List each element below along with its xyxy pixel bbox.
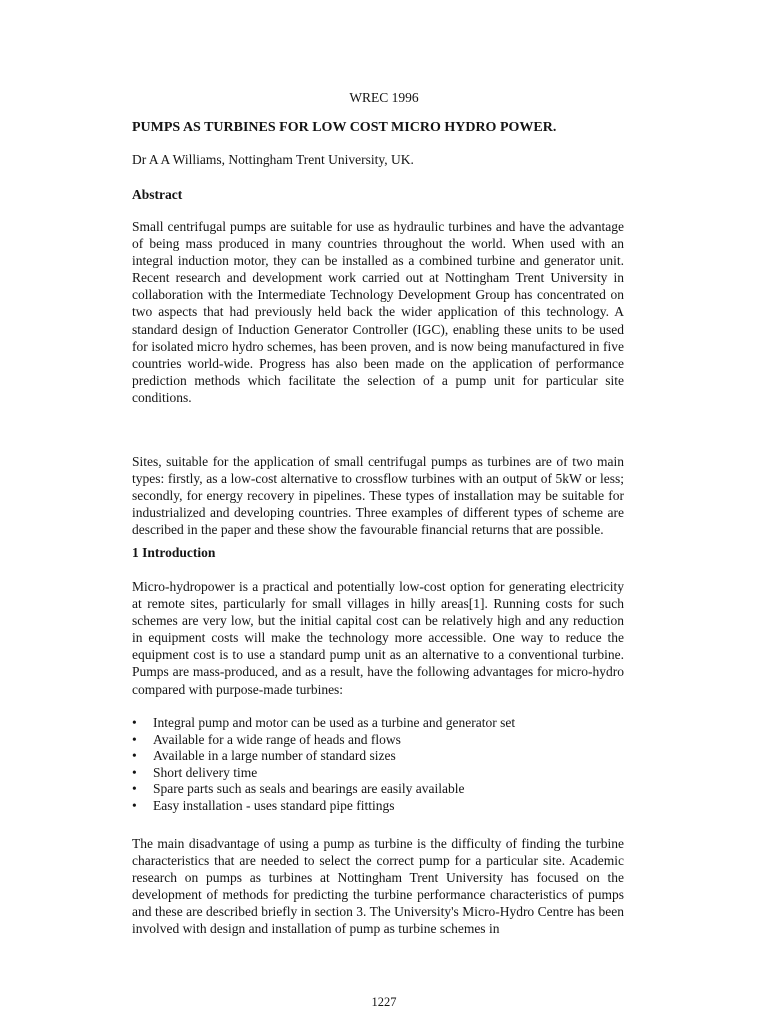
list-item: • Spare parts such as seals and bearings are easily available [132,781,624,798]
abstract-paragraph: Sites, suitable for the application of small centrifugal pumps as turbines are of two main types: firstly, as a low-cost alternative to crossflow turbines with an output of 5kW or less; secondly, for energy recovery in pipelines. These types of installation may be suitable for industrialized and developing countries. Three examples of different types of scheme are described in the paper and these show the favourable financial returns that are possible. [132,454,624,538]
abstract-paragraph: Small centrifugal pumps are suitable for use as hydraulic turbines and have the advantage of being mass produced in many countries throughout the world. When used with an integral induction motor, they can be installed as a combined turbine and generator unit. Recent research and development work carried out at Nottingham Trent University in collaboration with the Intermediate Technology Development Group has concentrated on two aspects that had previously held back the wider application of this technology. A standard design of Induction Generator Controller (IGC), enabling these units to be used for isolated micro hydro schemes, has been proven, and is now being manufactured in five countries world-wide. Progress has also been made on the application of performance prediction methods which facilitate the selection of a pump unit for particular site conditions. [132,219,624,405]
advantages-list [132,715,624,815]
section-heading-introduction: 1 Introduction [132,545,216,560]
author-line: Dr A A Williams, Nottingham Trent University, UK. [132,152,414,167]
list-item: • Integral pump and motor can be used as a turbine and generator set [132,715,624,732]
list-item: • Short delivery time [132,765,624,782]
paper-title: PUMPS AS TURBINES FOR LOW COST MICRO HYDRO POWER. [132,120,557,135]
list-item: • Available in a large number of standard sizes [132,748,624,765]
list-item: • Easy installation - uses standard pipe fittings [132,798,624,815]
introduction-paragraph: The main disadvantage of using a pump as turbine is the difficulty of finding the turbine characteristics that are needed to select the correct pump for a particular site. Academic research on pumps as turbines at Nottingham Trent University has focused on the development of methods for predicting the turbine performance characteristics of pumps and these are described briefly in section 3. The University's Micro-Hydro Centre has been involved with design and installation of pump as turbine schemes in [132,836,624,937]
abstract-heading: Abstract [132,187,183,202]
list-item: • Available for a wide range of heads and flows [132,732,624,749]
conference-label: WREC 1996 [349,90,419,105]
page-number: 1227 [371,995,397,1009]
introduction-paragraph: Micro-hydropower is a practical and potentially low-cost option for generating electricity at remote sites, particularly for small villages in hilly areas[1]. Running costs for such schemes are very low, but the initial capital cost can be relatively high and any reduction in equipment costs will make the technology more accessible. One way to reduce the equipment cost is to use a standard pump unit as an alternative to a conventional turbine. Pumps are mass-produced, and as a result, have the following advantages for micro-hydro compared with purpose-made turbines: [132,579,624,697]
